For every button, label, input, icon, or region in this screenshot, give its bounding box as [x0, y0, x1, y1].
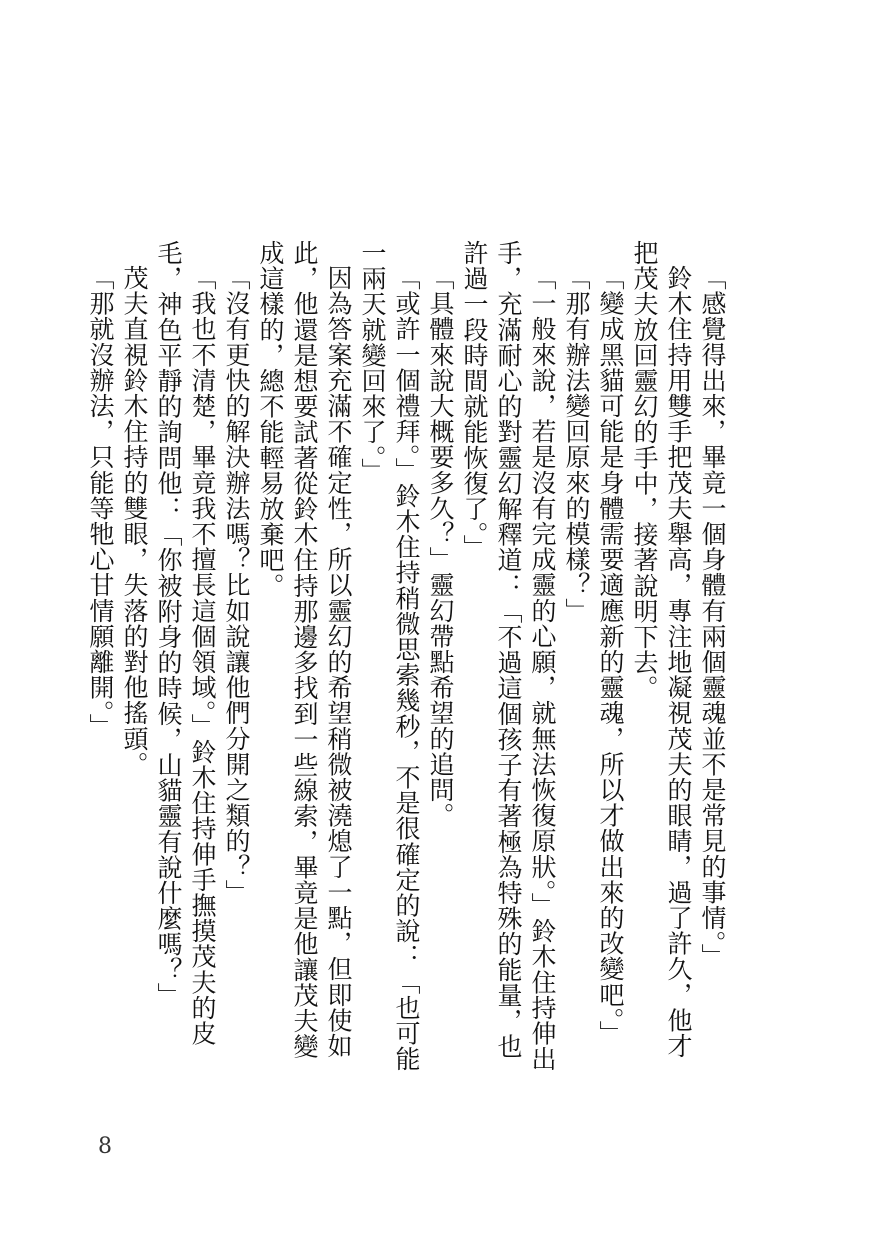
- paragraph: 「我也不清楚，畢竟我不擅長這個領域。」鈴木住持伸手撫摸茂夫的皮毛，神色平靜的詢問他：「你被附身的時候，山貓靈有說什麼嗎？」: [154, 240, 217, 1047]
- paragraph: 「那有辦法變回原來的模樣？」: [562, 265, 591, 624]
- page-body-text: [83, 240, 729, 1080]
- paragraph: 「一般來說，若是沒有完成靈的心願，就無法恢復原狀。」鈴木住持伸出手，充滿耐心的對靈幻解釋道：「不過這個孩子有著極為特殊的能量，也許過一段時間就能恢復了。」: [460, 240, 557, 1072]
- paragraph: 鈴木住持用雙手把茂夫舉高，專注地凝視茂夫的眼睛，過了許久，他才把茂夫放回靈幻的手中，接著說明下去。: [630, 240, 693, 1059]
- paragraph: 「感覺得出來，畢竟一個身體有兩個靈魂並不是常見的事情。」: [698, 265, 727, 970]
- paragraph: 「或許一個禮拜。」鈴木住持稍微思索幾秒，不是很確定的說：「也可能一兩天就變回來了。」: [358, 240, 421, 1072]
- paragraph: 「變成黑貓可能是身體需要適應新的靈魂，所以才做出來的改變吧。」: [596, 265, 625, 1047]
- paragraph: 「沒有更快的解決辦法嗎？比如說讓他們分開之類的？」: [222, 265, 251, 905]
- paragraph: 「具體來說大概要多久？」靈幻帶點希望的追問。: [426, 265, 455, 829]
- paragraph: 「那就沒辦法，只能等牠心甘情願離開。」: [86, 265, 115, 739]
- paragraph: 因為答案充滿不確定性，所以靈幻的希望稍微被澆熄了一點，但即使如此，他還是想要試著從鈴木住持那邊多找到一些線索，畢竟是他讓茂夫變成這樣的，總不能輕易放棄吧。: [256, 240, 353, 1060]
- page-number: 8: [98, 1134, 112, 1159]
- paragraph: 茂夫直視鈴木住持的雙眼，失落的對他搖頭。: [120, 265, 149, 777]
